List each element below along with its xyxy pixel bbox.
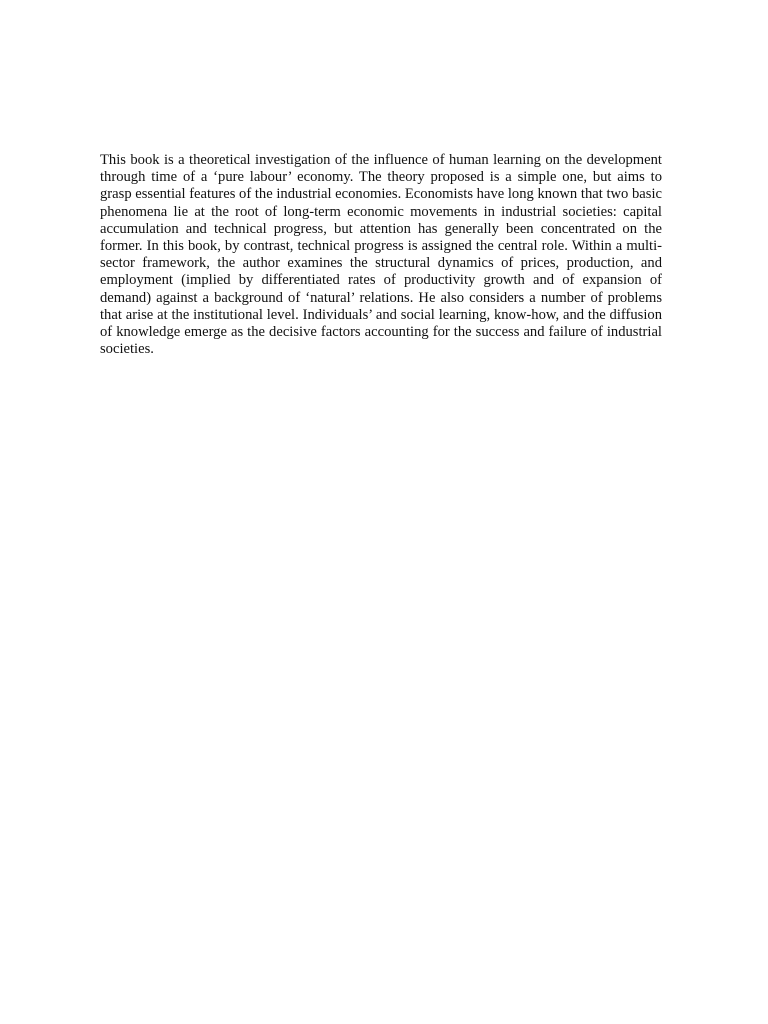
- book-description-paragraph: This book is a theoretical investigation of the influence of human learning on the development through time of a ‘pure labour’ economy. The theory proposed is a simple one, but aims to grasp essential features of the industrial economies. Economists have long known that two basic phenomena lie at the root of long-term economic movements in industrial societies: capital accumulation and technical progress, but attention has generally been concentrated on the former. In this book, by contrast, technical progress is assigned the central role. Within a multi-sector framework, the author examines the structural dynamics of prices, production, and employment (implied by differentiated rates of productivity growth and of expansion of demand) against a background of ‘natural’ relations. He also considers a number of problems that arise at the institutional level. Individuals’ and social learning, know-how, and the diffusion of knowledge emerge as the decisive factors accounting for the success and failure of industrial societies.: [100, 152, 662, 358]
